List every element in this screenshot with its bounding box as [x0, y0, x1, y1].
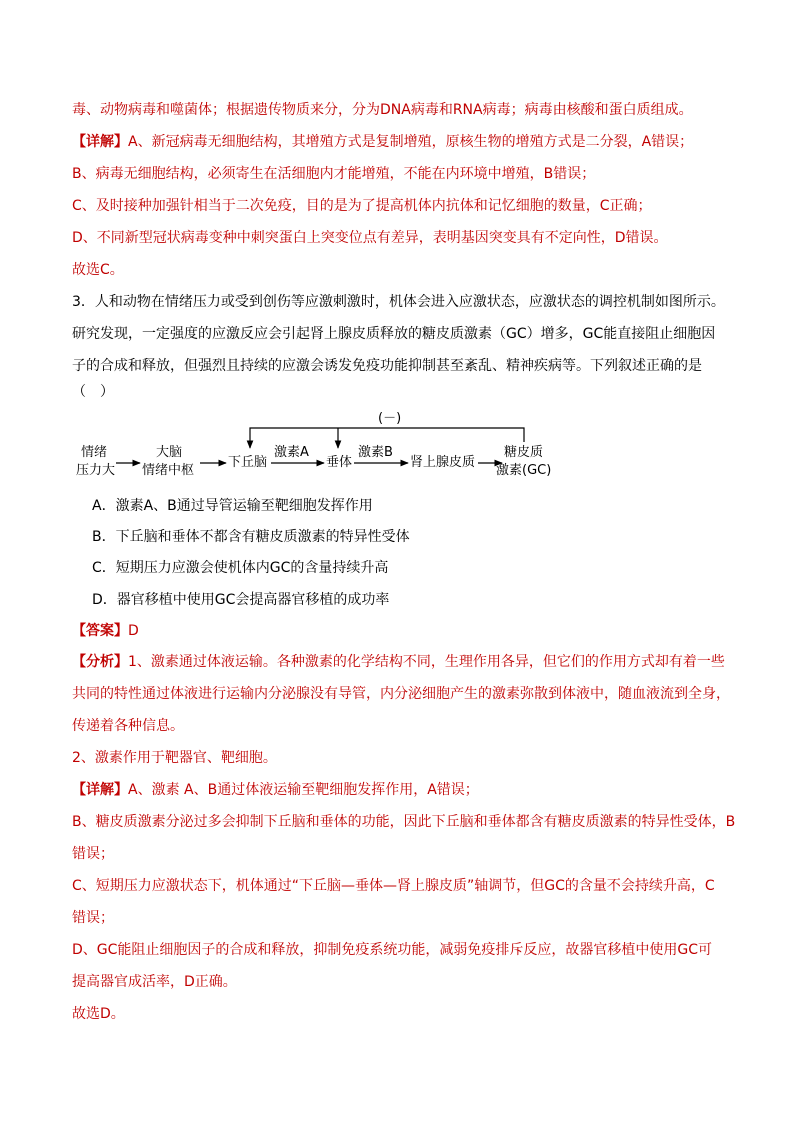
node-gc-line2: 激素(GC) [496, 463, 552, 478]
node-hypothalamus: 下丘脑 [228, 455, 268, 470]
answer-value: D [128, 623, 139, 639]
stress-regulation-diagram [72, 404, 592, 494]
detail-b-line2: 错误； [72, 846, 114, 862]
option-b: B．下丘脑和垂体不都含有糖皮质激素的特异性受体 [92, 529, 410, 545]
node-cortex-line1: 大脑 [156, 445, 183, 460]
detail-b-line1: B、糖皮质激素分泌过多会抑制下丘脑和垂体的功能，因此下丘脑和垂体都含有糖皮质激素的特异性受体，B [72, 814, 736, 830]
prev-answer-line: 毒、动物病毒和噬菌体；根据遗传物质来分，分为DNA病毒和RNA病毒；病毒由核酸和蛋白质组成。 [72, 102, 693, 118]
label-negative-feedback: (－) [378, 411, 402, 426]
node-cortex-line2: 情绪中枢 [142, 463, 195, 478]
prev-detail-c: C、及时接种加强针相当于二次免疫，目的是为了提高机体内抗体和记忆细胞的数量，C正确； [72, 198, 652, 214]
detail-a [72, 780, 479, 800]
prev-detail-a [72, 132, 693, 152]
detail-text: A、新冠病毒无细胞结构，其增殖方式是复制增殖，原核生物的增殖方式是二分裂，A错误； [128, 134, 694, 150]
analysis-text: 1、激素通过体液运输。各种激素的化学结构不同，生理作用各异，但它们的作用方式却有着一些 [128, 654, 725, 670]
question-stem-1: 3．人和动物在情绪压力或受到创伤等应激刺激时，机体会进入应激状态，应激状态的调控机制如图所示。 [72, 294, 725, 310]
node-adrenal-cortex: 肾上腺皮质 [410, 455, 476, 470]
analysis-tag: 【分析】 [72, 654, 128, 670]
detail-c-line2: 错误； [72, 910, 114, 926]
answer-tag: 【答案】 [72, 623, 128, 639]
node-pituitary: 垂体 [326, 455, 353, 470]
detail-d-line2: 提高器官成活率，D正确。 [72, 974, 237, 990]
answer-line [72, 621, 139, 641]
question-stem-3: 子的合成和释放，但强烈且持续的应激会诱发免疫功能抑制甚至紊乱、精神疾病等。下列叙述正确的是 [72, 358, 702, 374]
option-d: D．器官移植中使用GC会提高器官移植的成功率 [92, 592, 390, 608]
question-stem-4: （ ） [72, 384, 114, 400]
analysis-p1-line1 [72, 652, 725, 672]
prev-detail-d: D、不同新型冠状病毒变种中刺突蛋白上突变位点有差异，表明基因突变具有不定向性，D错误。 [72, 230, 668, 246]
detail-tag: 【详解】 [72, 134, 128, 150]
detail-c-line1: C、短期压力应激状态下，机体通过“下丘脑—垂体—肾上腺皮质”轴调节，但GC的含量不会持续升高，C [72, 878, 715, 894]
detail-conclusion: 故选D。 [72, 1006, 125, 1022]
option-a: A．激素A、B通过导管运输至靶细胞发挥作用 [92, 498, 373, 514]
detail-d-line1: D、GC能阻止细胞因子的合成和释放，抑制免疫系统功能，减弱免疫排斥反应，故器官移植中使用GC可 [72, 942, 713, 958]
question-stem-2: 研究发现，一定强度的应激反应会引起肾上腺皮质释放的糖皮质激素（GC）增多，GC能直接阻止细胞因 [72, 326, 716, 342]
prev-conclusion: 故选C。 [72, 262, 124, 278]
detail-tag: 【详解】 [72, 782, 128, 798]
analysis-p1-line2: 共同的特性通过体液进行运输内分泌腺没有导管，内分泌细胞产生的激素弥散到体液中，随血液流到全身， [72, 686, 730, 702]
label-hormone-b: 激素B [358, 445, 393, 460]
analysis-p1-line3: 传递着各种信息。 [72, 718, 184, 734]
prev-detail-b: B、病毒无细胞结构，必须寄生在活细胞内才能增殖，不能在内环境中增殖，B错误； [72, 166, 596, 182]
node-gc-line1: 糖皮质 [504, 445, 544, 460]
analysis-p2: 2、激素作用于靶器官、靶细胞。 [72, 750, 277, 766]
label-hormone-a: 激素A [274, 445, 309, 460]
detail-text: A、激素 A、B通过体液运输至靶细胞发挥作用，A错误； [128, 782, 479, 798]
node-stress-line1: 情绪 [81, 445, 108, 460]
option-c: C．短期压力应激会使机体内GC的含量持续升高 [92, 560, 389, 576]
node-stress-line2: 压力大 [76, 463, 116, 478]
